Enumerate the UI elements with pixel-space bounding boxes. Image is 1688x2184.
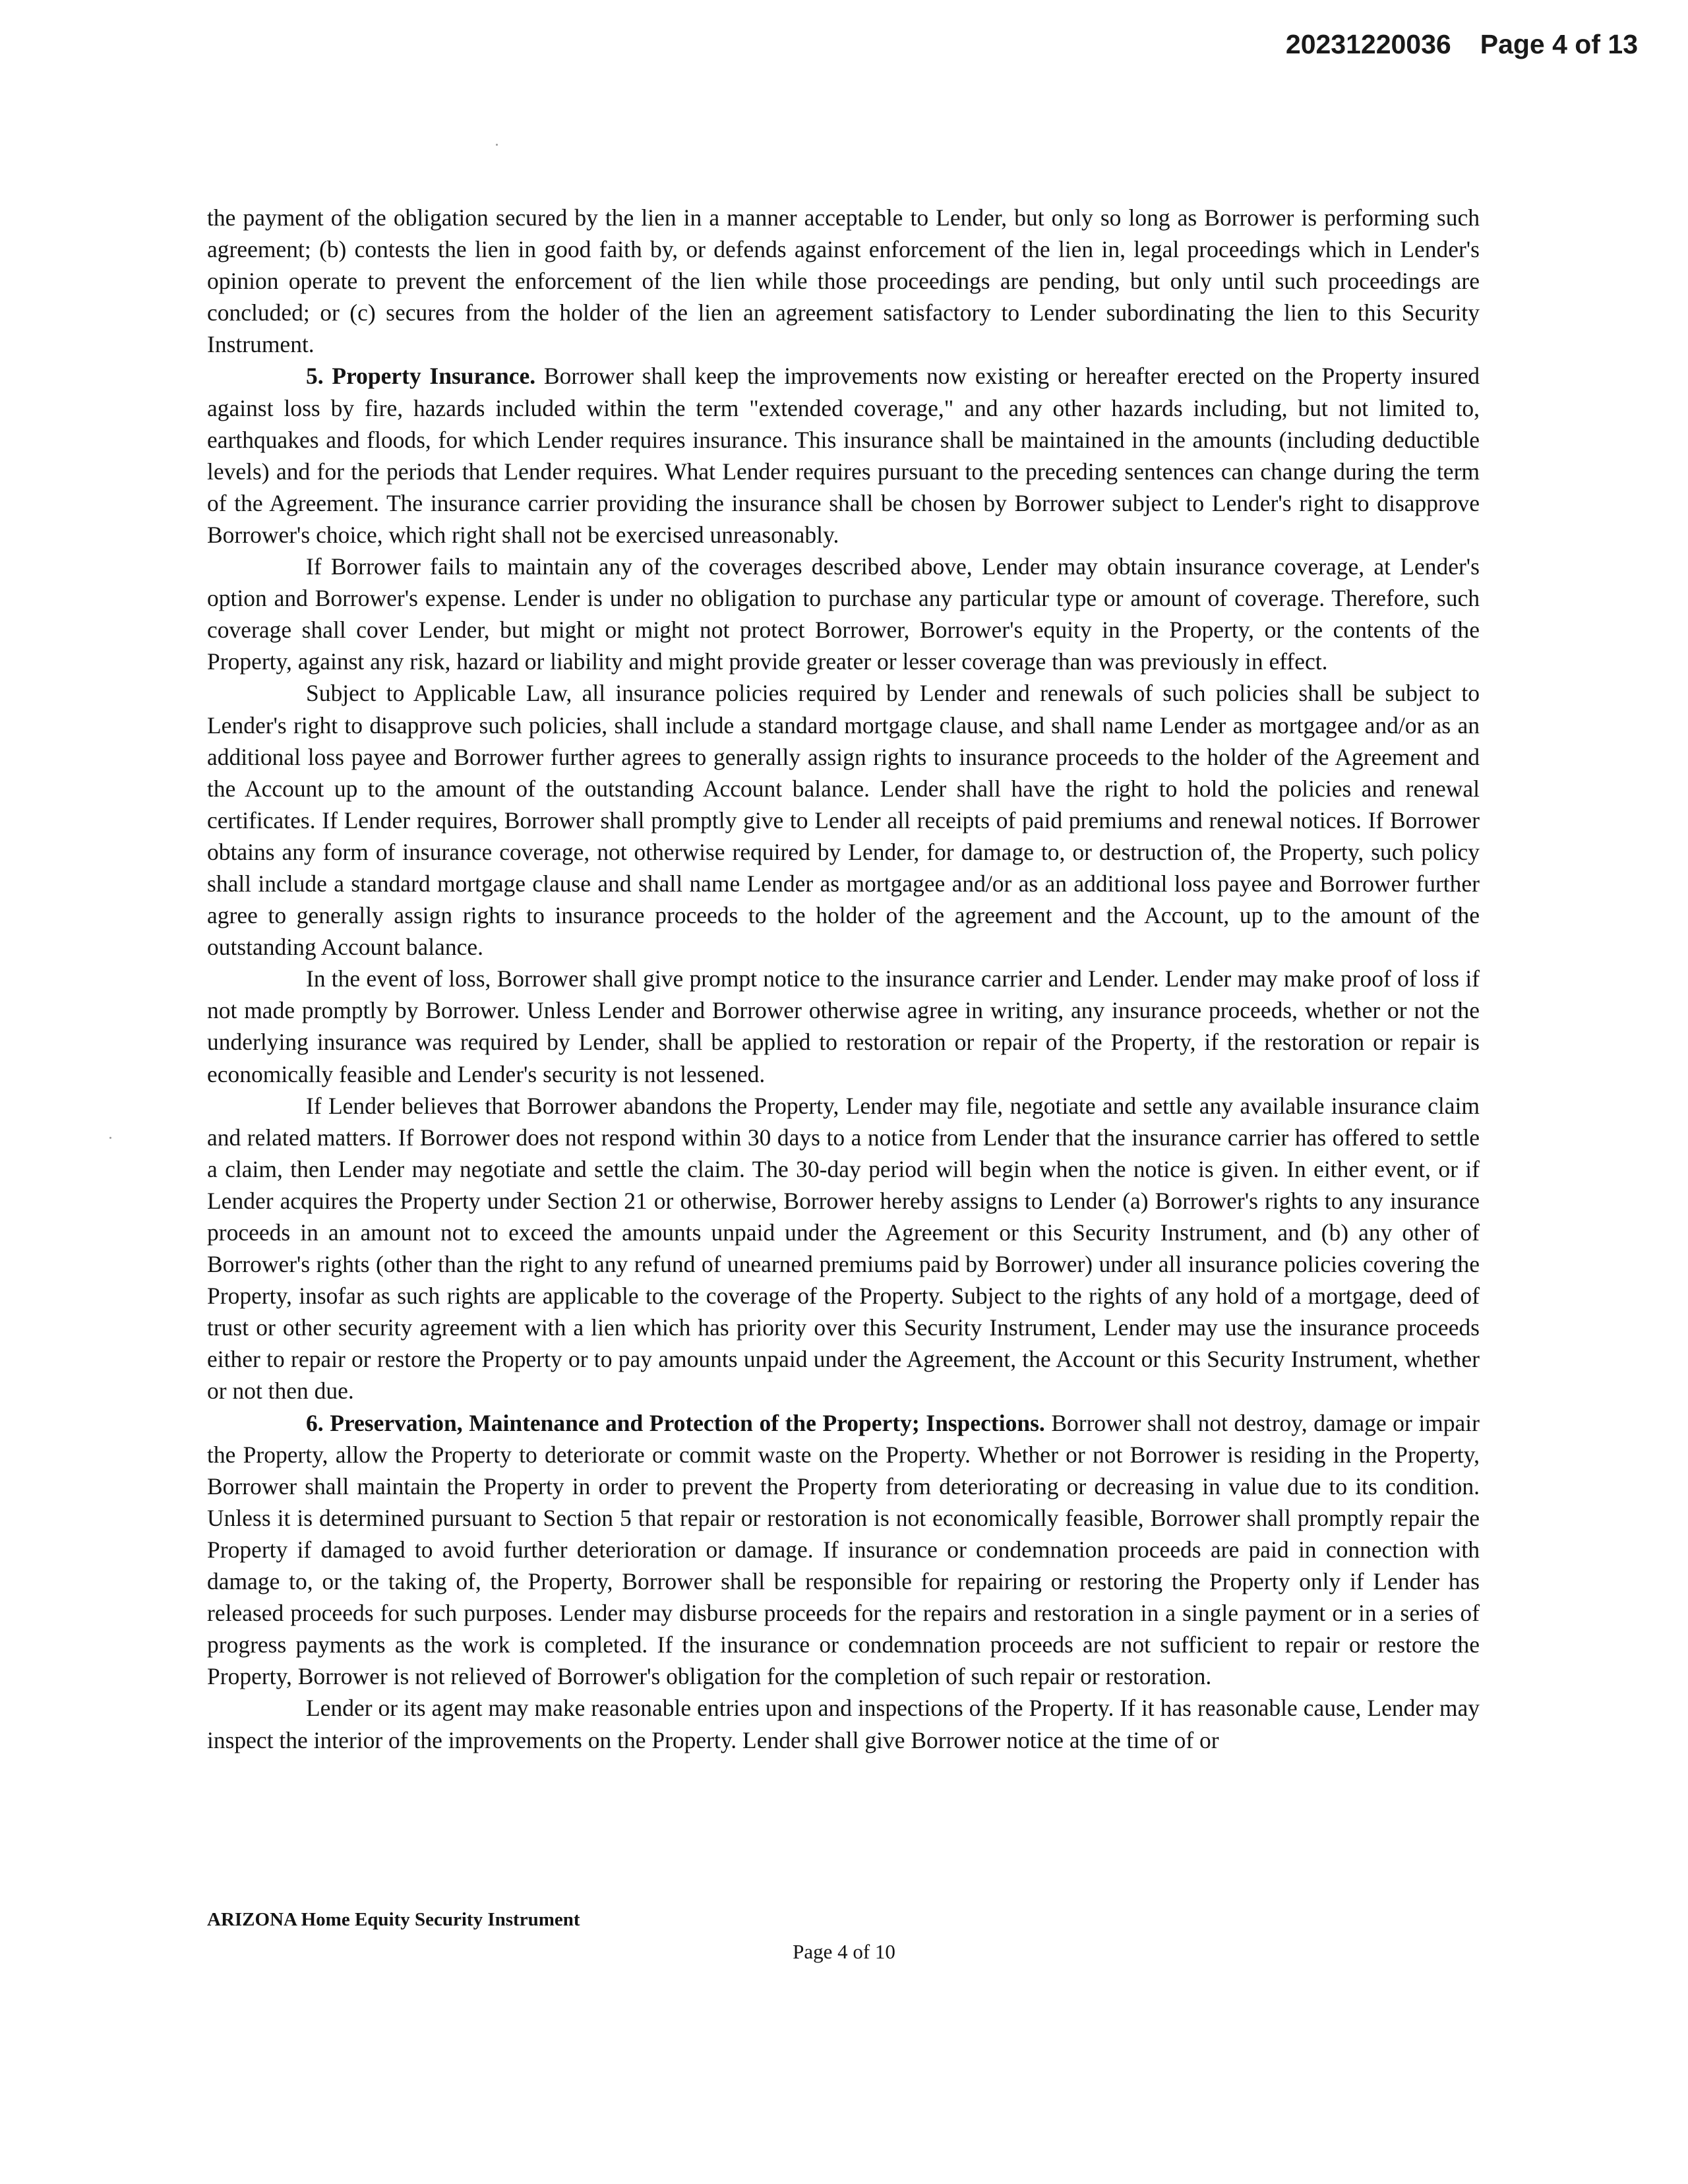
footer-page-number: Page 4 of 10 [793,1940,895,1963]
paragraph-policy-requirements [207,677,1480,963]
recording-page-label: Page 4 of 13 [1480,29,1638,59]
paragraph-failure-to-maintain [207,551,1480,677]
paragraph-text: If Borrower fails to maintain any of the coverages described above, Lender may obtain insurance coverage, at Lender's option and Borrower's expense. Lender is under no obligation to purchase any particular type or amount of coverage. Therefore, such coverage shall cover Lender, but might or might not protect Borrower, Borrower's equity in the Property, or the contents of the Property, against any risk, hazard or liability and might provide greater or lesser coverage than was previously in effect. [207,553,1480,675]
section-heading-preservation: 6. Preservation, Maintenance and Protection of the Property; Inspections. [306,1409,1045,1436]
scan-speck [109,1137,111,1139]
paragraph-inspections [207,1692,1480,1755]
document-number: 20231220036 [1285,29,1451,59]
paragraph-text: Borrower shall keep the improvements now existing or hereafter erected on the Property insured against loss by fire, hazards included within the term "extended coverage," and any other hazards including, but not limited to, earthquakes and floods, for which Lender requires insurance. This insurance shall be maintained in the amounts (including deductible levels) and for the periods that Lender requires. What Lender requires pursuant to the preceding sentences can change during the term of the Agreement. The insurance carrier providing the insurance shall be chosen by Borrower subject to Lender's right to disapprove Borrower's choice, which right shall not be exercised unreasonably. [207,363,1480,548]
recording-header [1286,29,1638,60]
paragraph-event-of-loss [207,963,1480,1089]
paragraph-text: the payment of the obligation secured by the lien in a manner acceptable to Lender, but only so long as Borrower is performing such agreement; (b) contests the lien in good faith by, or defends against enforcement of the lien in, legal proceedings which in Lender's opinion operate to prevent the enforcement of the lien while those proceedings are pending, but only until such proceedings are concluded; or (c) secures from the holder of the lien an agreement satisfactory to Lender subordinating the lien to this Security Instrument. [207,204,1480,358]
paragraph-preservation [207,1407,1480,1693]
paragraph-text: In the event of loss, Borrower shall give prompt notice to the insurance carrier and Lender. Lender may make proof of loss if not made promptly by Borrower. Unless Lender and Borrower otherwise agree in writing, any insurance proceeds, whether or not the underlying insurance was required by Lender, shall be applied to restoration or repair of the Property, if the restoration or repair is economically feasible and Lender's security is not lessened. [207,965,1480,1087]
paragraph-text: Subject to Applicable Law, all insurance policies required by Lender and renewals of such policies shall be subject to Lender's right to disapprove such policies, shall include a standard mortgage clause, and shall name Lender as mortgagee and/or as an additional loss payee and Borrower further agrees to generally assign rights to insurance proceeds to the holder of the Agreement and the Account up to the amount of the outstanding Account balance. Lender shall have the right to hold the policies and renewal certificates. If Lender requires, Borrower shall promptly give to Lender all receipts of paid premiums and renewal notices. If Borrower obtains any form of insurance coverage, not otherwise required by Lender, for damage to, or destruction of, the Property, such policy shall include a standard mortgage clause and shall name Lender as mortgagee and/or as an additional loss payee and Borrower further agree to generally assign rights to insurance proceeds to the holder of the agreement and the Account, up to the amount of the outstanding Account balance. [207,680,1480,961]
document-body [207,202,1480,1756]
paragraph-lien-continuation [207,202,1480,360]
paragraph-text: If Lender believes that Borrower abandons the Property, Lender may file, negotiate and settle any available insurance claim and related matters. If Borrower does not respond within 30 days to a notice from Lender that the insurance carrier has offered to settle a claim, then Lender may negotiate and settle the claim. The 30-day period will begin when the notice is given. In either event, or if Lender acquires the Property under Section 21 or otherwise, Borrower hereby assigns to Lender (a) Borrower's rights to any insurance proceeds in an amount not to exceed the amounts unpaid under the Agreement or this Security Instrument, and (b) any other of Borrower's rights (other than the right to any refund of unearned premiums paid by Borrower) under all insurance policies covering the Property, insofar as such rights are applicable to the coverage of the Property. Subject to the rights of any hold of a mortgage, deed of trust or other security agreement with a lien which has priority over this Security Instrument, Lender may use the insurance proceeds either to repair or restore the Property or to pay amounts unpaid under the Agreement, the Account or this Security Instrument, whether or not then due. [207,1092,1480,1405]
paragraph-property-insurance [207,360,1480,551]
section-heading-property-insurance: 5. Property Insurance. [306,363,536,390]
paragraph-text: Borrower shall not destroy, damage or impair the Property, allow the Property to deteriorate or commit waste on the Property. Whether or not Borrower is residing in the Property, Borrower shall maintain the Property in order to prevent the Property from deteriorating or decreasing in value due to its condition. Unless it is determined pursuant to Section 5 that repair or restoration is not economically feasible, Borrower shall promptly repair the Property if damaged to avoid further deterioration or damage. If insurance or condemnation proceeds are paid in connection with damage to, or the taking of, the Property, Borrower shall be responsible for repairing or restoring the Property only if Lender has released proceeds for such purposes. Lender may disburse proceeds for the repairs and restoration in a single payment or in a series of progress payments as the work is completed. If the insurance or condemnation proceeds are not sufficient to repair or restore the Property, Borrower is not relieved of Borrower's obligation for the completion of such repair or restoration. [207,1409,1480,1690]
scan-speck [496,144,498,146]
paragraph-abandonment [207,1090,1480,1407]
footer-form-title: ARIZONA Home Equity Security Instrument [207,1909,580,1930]
paragraph-text: Lender or its agent may make reasonable entries upon and inspections of the Property. If it has reasonable cause, Lender may inspect the interior of the improvements on the Property. Lender shall give Borrower notice at the time of or [207,1695,1480,1753]
